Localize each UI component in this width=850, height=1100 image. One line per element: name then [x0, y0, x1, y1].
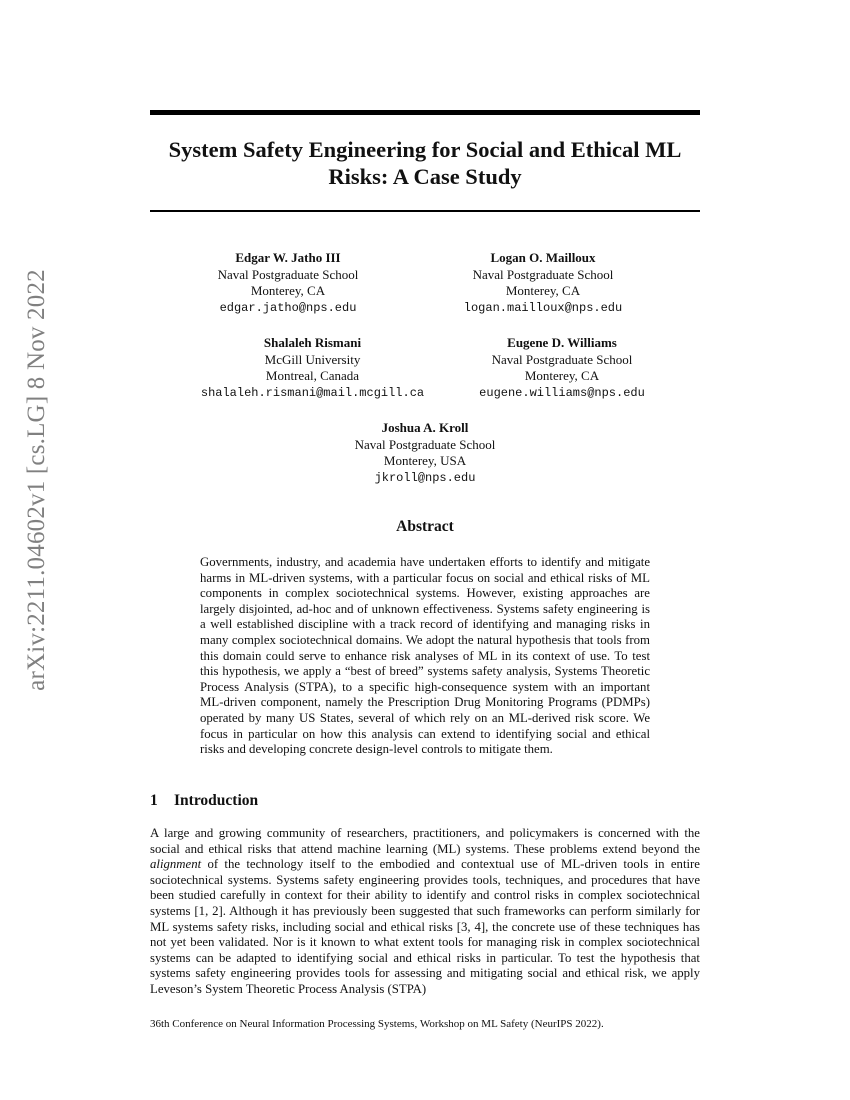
author-name: Joshua A. Kroll — [381, 420, 469, 435]
author-email[interactable]: logan.mailloux@nps.edu — [463, 300, 623, 315]
author-block — [325, 420, 525, 486]
section-number: 1 — [150, 792, 158, 809]
author-location: Monterey, CA — [524, 368, 600, 383]
author-location: Monterey, USA — [383, 453, 467, 468]
author-block — [462, 335, 662, 401]
author-affiliation: Naval Postgraduate School — [472, 266, 614, 282]
emphasized-term: alignment — [150, 857, 202, 872]
author-location: Monterey, CA — [250, 283, 326, 298]
title-top-rule — [150, 110, 700, 115]
paper-title: System Safety Engineering for Social and Ethical ML Risks: A Case Study — [168, 137, 682, 189]
author-location: Monterey, CA — [505, 283, 581, 298]
intro-text-part: A large and growing community of researchers, practitioners, and policymakers is concerned with the social and ethical risks that attend machine learning (ML) systems. These problems extend beyond the — [150, 826, 700, 856]
author-location: Montreal, Canada — [265, 368, 360, 383]
author-email[interactable]: eugene.williams@nps.edu — [479, 385, 645, 400]
arxiv-identifier: arXiv:2211.04602v1 [cs.LG] 8 Nov 2022 — [23, 269, 50, 691]
author-name: Eugene D. Williams — [507, 335, 617, 350]
section-title: Introduction — [174, 792, 259, 809]
conference-footnote: 36th Conference on Neural Information Processing Systems, Workshop on ML Safety (NeurIPS 2022). — [150, 1018, 604, 1030]
intro-text-part: of the technology itself to the embodied and contextual use of ML-driven tools in entire sociotechnical systems. Systems safety engineering provides tools, techniques, and procedures that have been studied carefully in context for their ability to identify and control risks in complex sociotechnical systems [1, 2]. Although it has previously been suggested that such frameworks can perform similarly for ML systems safety risks, including social and ethical risks [3, 4], the concrete use of these techniques has not yet been validated. Nor is it known to what extent tools for managing risk in complex sociotechnical systems can be adapted to identifying social and ethical risks in particular. To test the hypothesis that systems safety engineering provides tools for assessing and mitigating social and ethical risk, we apply Leveson’s System Theoretic Process Analysis (STPA) — [150, 857, 700, 996]
author-block — [428, 250, 658, 316]
author-email[interactable]: jkroll@nps.edu — [374, 470, 476, 485]
author-name: Edgar W. Jatho III — [235, 250, 341, 265]
author-affiliation: Naval Postgraduate School — [217, 266, 359, 282]
author-email[interactable]: shalaleh.rismani@mail.mcgill.ca — [200, 385, 425, 400]
arxiv-stamp — [12, 269, 62, 691]
introduction-text — [150, 826, 700, 998]
abstract-text: Governments, industry, and academia have undertaken efforts to identify and mitigate harms in ML-driven systems, with a particular focus on social and ethical risks of ML components in complex sociotechnical systems. However, existing approaches are largely disjointed, ad-hoc and of unknown effectiveness. Systems safety engineering is a well established discipline with a track record of identifying and managing risks in many complex sociotechnical domains. We adopt the natural hypothesis that tools from this domain could serve to enhance risk analyses of ML in its context of use. To test this hypothesis, we apply a “best of breed” systems safety analysis, Systems Theoretic Process Analysis (STPA), to a specific high-consequence system with an important ML-driven component, namely the Prescription Drug Monitoring Programs (PDMPs) operated by many US States, several of which rely on an ML-derived risk score. We focus in particular on how this analysis can extend to identifying social and ethical risks and developing concrete design-level controls to mitigate them. — [200, 555, 650, 757]
author-name: Shalaleh Rismani — [263, 335, 362, 350]
section-heading — [150, 792, 258, 810]
author-name: Logan O. Mailloux — [490, 250, 596, 265]
author-email[interactable]: edgar.jatho@nps.edu — [219, 300, 357, 315]
author-affiliation: Naval Postgraduate School — [491, 351, 633, 367]
author-affiliation: McGill University — [264, 351, 361, 367]
author-affiliation: Naval Postgraduate School — [354, 436, 496, 452]
author-block — [190, 335, 435, 401]
author-block — [188, 250, 388, 316]
title-bottom-rule — [150, 210, 700, 212]
abstract-heading: Abstract — [396, 518, 454, 535]
